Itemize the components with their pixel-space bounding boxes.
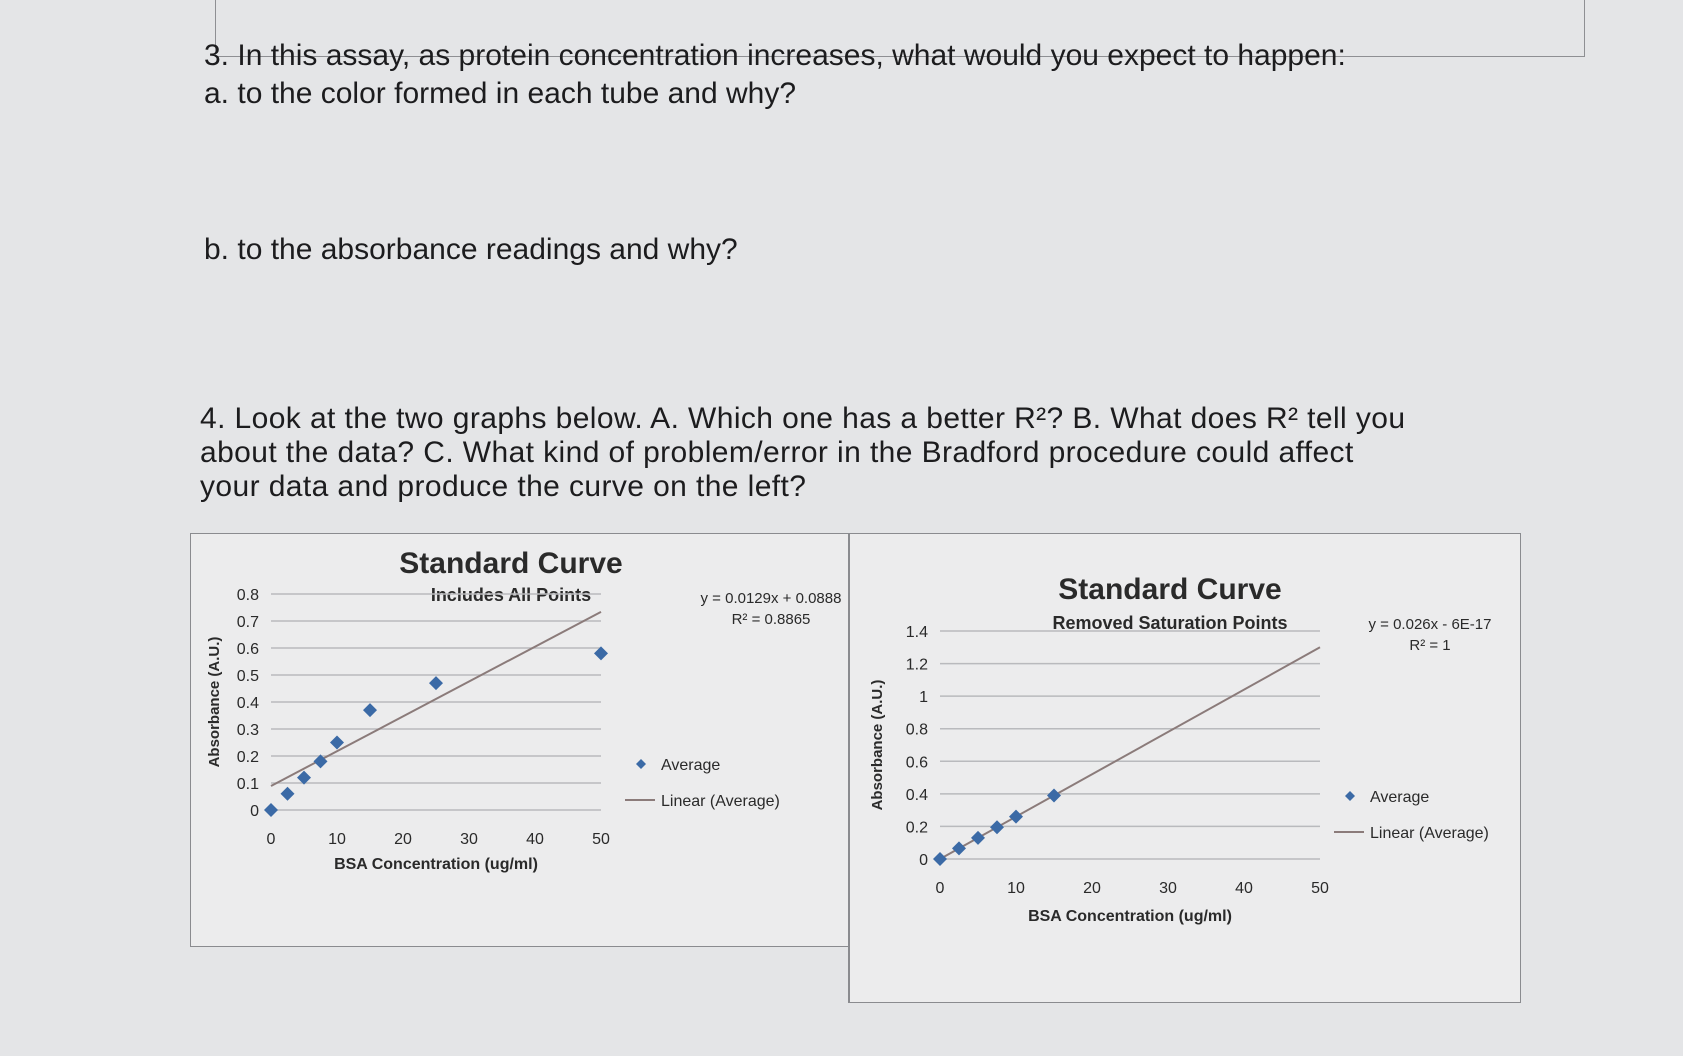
x-axis-label: BSA Concentration (ug/ml)	[334, 856, 538, 873]
chart-left	[191, 534, 863, 946]
x-tick-label: 0	[266, 831, 276, 848]
y-tick-label: 0.6	[905, 754, 928, 772]
y-tick-label: 0.3	[236, 722, 259, 739]
y-tick-label: 0.2	[905, 819, 928, 837]
question-3a: a. to the color formed in each tube and why?	[204, 77, 797, 110]
chart-panel-left	[190, 533, 864, 947]
y-axis-label: Absorbance (A.U.)	[206, 636, 223, 768]
chart-subtitle: Includes All Points	[430, 585, 592, 605]
legend-label: Linear (Average)	[661, 793, 780, 810]
legend-label: Linear (Average)	[1370, 825, 1489, 842]
y-tick-label: 0	[250, 803, 259, 820]
x-tick-label: 40	[526, 831, 544, 848]
y-tick-label: 0.8	[905, 721, 928, 739]
legend-marker-icon	[1345, 791, 1355, 801]
data-point	[952, 841, 966, 855]
trendline-equation: y = 0.0129x + 0.0888	[700, 590, 842, 607]
chart-subtitle: Removed Saturation Points	[1052, 613, 1288, 633]
y-tick-label: 0.2	[236, 749, 259, 766]
data-point	[330, 736, 344, 750]
data-point	[281, 787, 295, 801]
legend-label: Average	[661, 757, 721, 774]
question-3: 3. In this assay, as protein concentration increases, what would you expect to happen:	[204, 39, 1346, 72]
y-tick-label: 1	[919, 689, 928, 707]
y-tick-label: 0.7	[236, 614, 259, 631]
chart-panel-right	[848, 533, 1521, 1003]
data-point	[990, 820, 1004, 834]
question-4-line-2: about the data? C. What kind of problem/error in the Bradford procedure could affect	[200, 436, 1354, 469]
legend-label: Average	[1370, 789, 1430, 806]
trendline-equation: y = 0.026x - 6E-17	[1368, 616, 1492, 633]
y-tick-label: 0.4	[236, 695, 259, 712]
r-squared-label: R² = 1	[1409, 637, 1451, 654]
y-tick-label: 0.6	[236, 641, 259, 658]
r-squared-label: R² = 0.8865	[731, 611, 811, 628]
data-point	[363, 703, 377, 717]
x-tick-label: 30	[1159, 880, 1177, 897]
y-tick-label: 0.1	[236, 776, 259, 793]
y-axis-label: Absorbance (A.U.)	[869, 679, 886, 811]
x-tick-label: 50	[592, 831, 610, 848]
question-4-line-3: your data and produce the curve on the left?	[200, 470, 807, 503]
data-point	[1009, 810, 1023, 824]
data-point	[1047, 788, 1061, 802]
y-tick-label: 0	[919, 852, 928, 869]
chart-title: Standard Curve	[1058, 573, 1282, 606]
chart-title: Standard Curve	[399, 547, 623, 580]
data-point	[264, 803, 278, 817]
data-point	[933, 852, 947, 866]
x-tick-label: 10	[1007, 880, 1025, 897]
y-tick-label: 0.5	[236, 668, 259, 685]
x-tick-label: 10	[328, 831, 346, 848]
x-tick-label: 0	[935, 880, 945, 897]
legend-marker-icon	[636, 759, 646, 769]
data-point	[971, 831, 985, 845]
x-tick-label: 40	[1235, 880, 1253, 897]
question-4-line-1: 4. Look at the two graphs below. A. Which one has a better R²? B. What does R² tell you	[200, 402, 1406, 435]
y-tick-label: 1.4	[905, 624, 928, 641]
y-tick-label: 1.2	[905, 656, 928, 674]
chart-right	[850, 534, 1520, 1002]
x-tick-label: 20	[394, 831, 412, 848]
y-tick-label: 0.4	[905, 786, 928, 804]
x-tick-label: 20	[1083, 880, 1101, 897]
y-tick-label: 0.8	[236, 587, 259, 604]
x-axis-label: BSA Concentration (ug/ml)	[1028, 908, 1232, 925]
x-tick-label: 30	[460, 831, 478, 848]
question-3b: b. to the absorbance readings and why?	[204, 233, 738, 266]
data-point	[429, 676, 443, 690]
x-tick-label: 50	[1311, 880, 1329, 897]
question-4	[200, 402, 1570, 504]
